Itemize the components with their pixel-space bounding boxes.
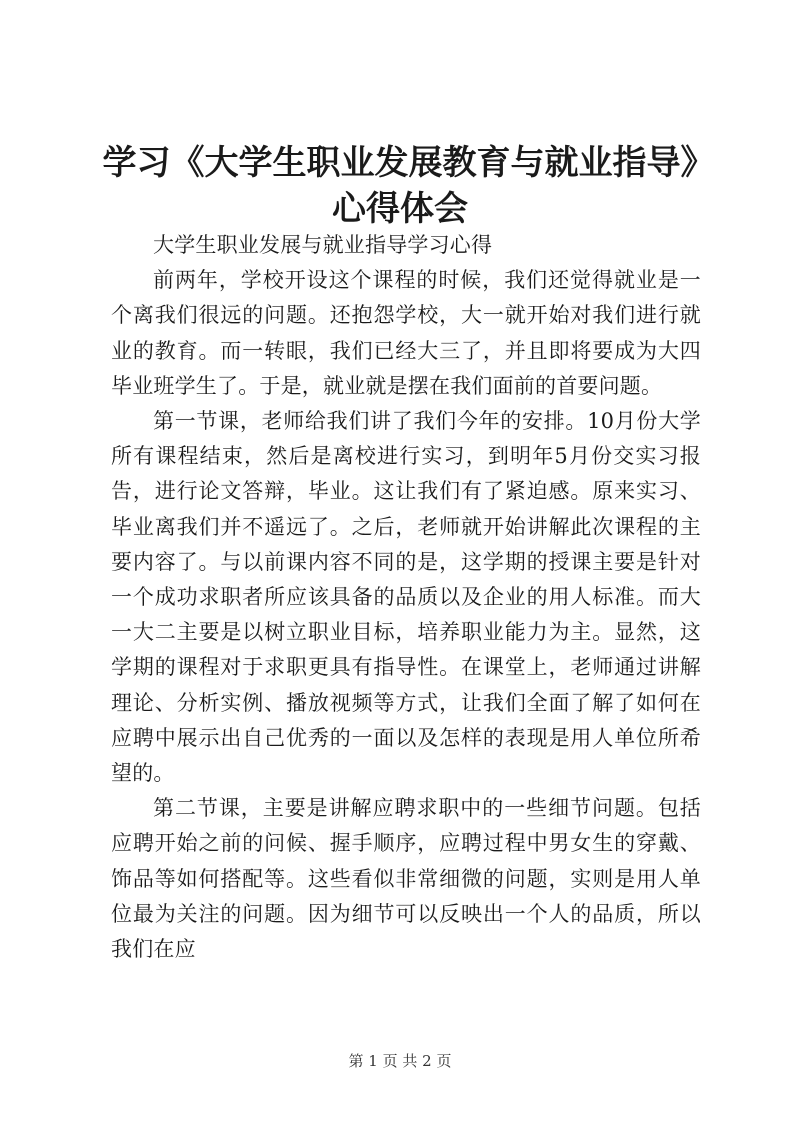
- paragraph-1: 前两年，学校开设这个课程的时候，我们还觉得就业是一个离我们很远的问题。还抱怨学校，大一就开始对我们进行就业的教育。而一转眼，我们已经大三了，并且即将要成为大四毕业班学生了。于是，就业就是摆在我们面前的首要问题。: [111, 268, 701, 398]
- document-body: [111, 228, 701, 967]
- document-subtitle: 大学生职业发展与就业指导学习心得: [153, 233, 493, 257]
- page-footer: 第 1 页 共 2 页: [348, 1052, 452, 1070]
- paragraph-3: 第二节课，主要是讲解应聘求职中的一些细节问题。包括应聘开始之前的问候、握手顺序，应聘过程中男女生的穿戴、饰品等如何搭配等。这些看似非常细微的问题，实则是用人单位最为关注的问题。因为细节可以反映出一个人的品质，所以我们在应: [111, 796, 701, 962]
- paragraph-2: 第一节课，老师给我们讲了我们今年的安排。10月份大学所有课程结束，然后是离校进行实习，到明年5月份交实习报告，进行论文答辩，毕业。这让我们有了紧迫感。原来实习、毕业离我们并不遥远了。之后，老师就开始讲解此次课程的主要内容了。与以前课内容不同的是，这学期的授课主要是针对一个成功求职者所应该具备的品质以及企业的用人标准。而大一大二主要是以树立职业目标，培养职业能力为主。显然，这学期的课程对于求职更具有指导性。在课堂上，老师通过讲解理论、分析实例、播放视频等方式，让我们全面了解了如何在应聘中展示出自己优秀的一面以及怎样的表现是用人单位所希望的。: [111, 409, 701, 786]
- document-title: 学习《大学生职业发展教育与就业指导》心得体会: [102, 143, 698, 229]
